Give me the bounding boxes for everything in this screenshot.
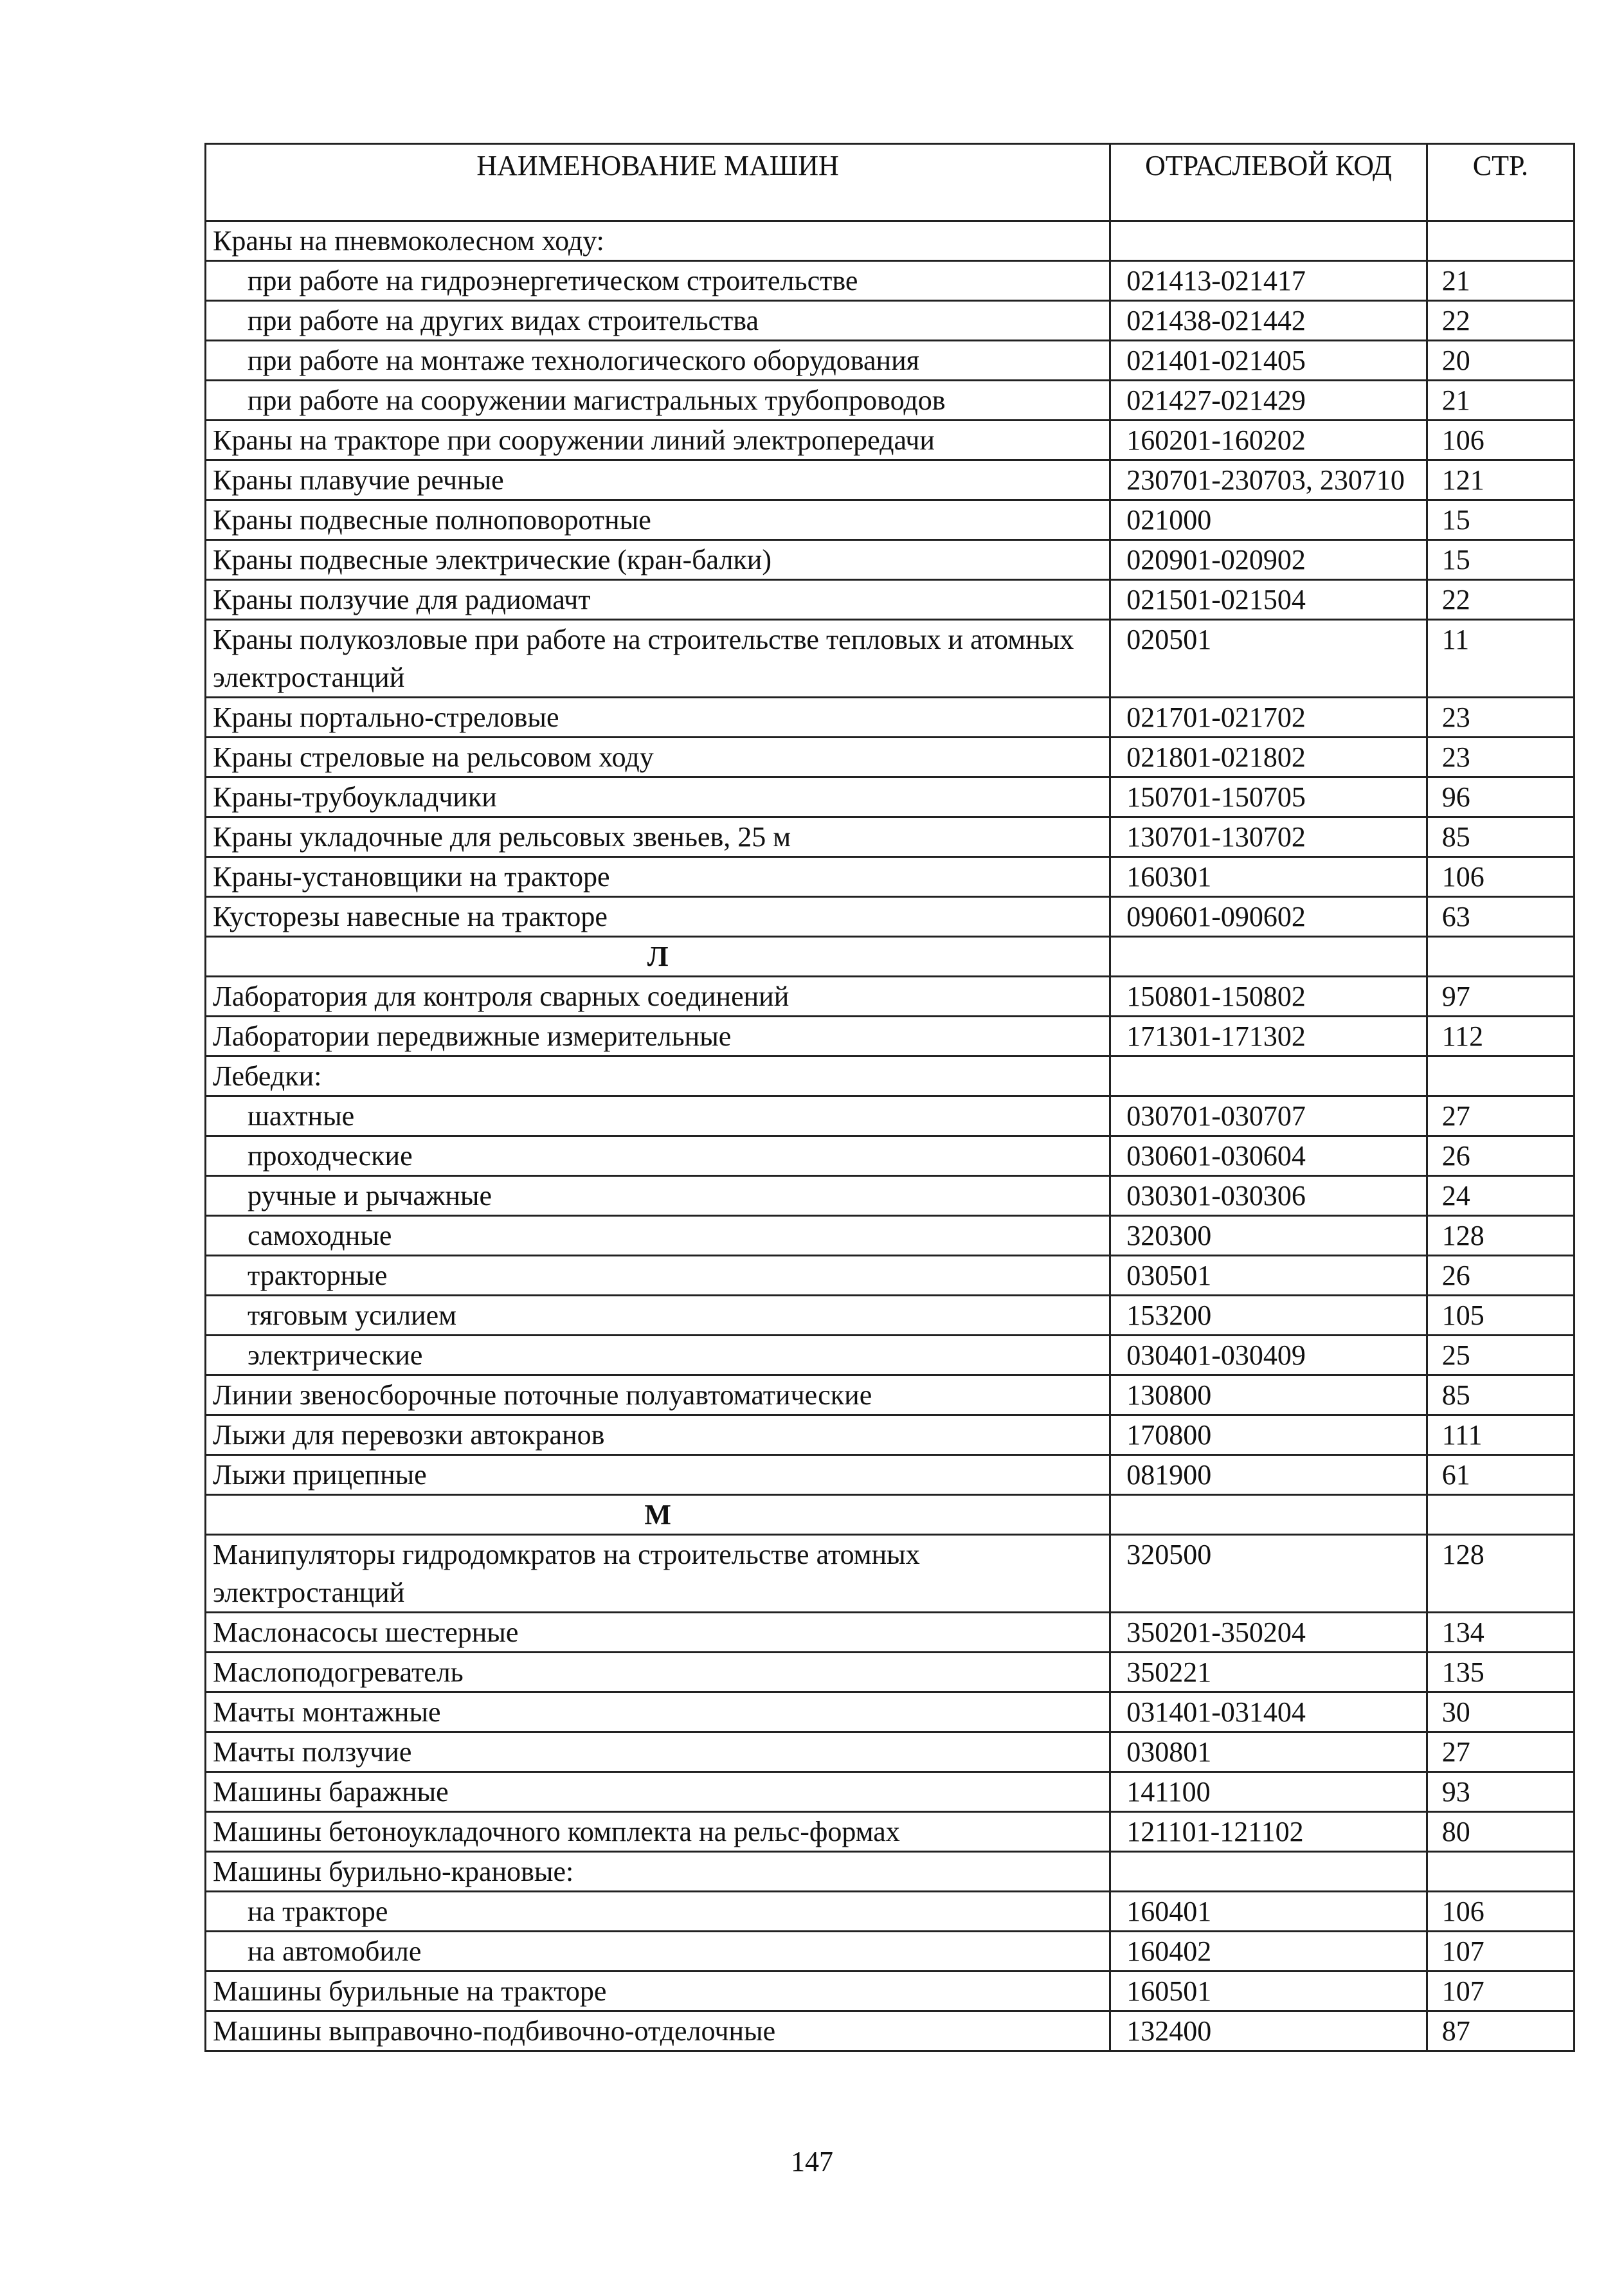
industry-code-cell [1110,1056,1427,1096]
table-row [206,1613,1574,1653]
industry-code-cell: 030801 [1110,1732,1427,1772]
machine-name-cell: при работе на монтаже технологического оборудования [206,341,1110,381]
machine-name-cell: на тракторе [206,1892,1110,1932]
table-row [206,1256,1574,1296]
page-number-cell: 30 [1427,1692,1574,1732]
industry-code-cell [1110,937,1427,977]
table-row [206,1216,1574,1256]
industry-code-cell: 160501 [1110,1971,1427,2011]
industry-code-cell: 160201-160202 [1110,421,1427,460]
machine-name-cell: Лыжи для перевозки автокранов [206,1415,1110,1455]
page-number-cell: 135 [1427,1653,1574,1692]
page-number-cell: 15 [1427,500,1574,540]
machine-name-cell: Машины бетоноукладочного комплекта на рельс-формах [206,1812,1110,1852]
page-number-cell: 63 [1427,897,1574,937]
table-row [206,1336,1574,1375]
industry-code-cell: 030601-030604 [1110,1136,1427,1176]
page-number-cell: 85 [1427,817,1574,857]
table-row [206,1136,1574,1176]
machine-name-cell: тракторные [206,1256,1110,1296]
machine-name-cell: Краны плавучие речные [206,460,1110,500]
machine-name-cell: Краны подвесные электрические (кран-балки) [206,540,1110,580]
page-number-cell: 85 [1427,1375,1574,1415]
page-number-cell: 26 [1427,1136,1574,1176]
industry-code-cell: 021427-021429 [1110,381,1427,421]
page-number-cell: 96 [1427,777,1574,817]
industry-code-cell [1110,1852,1427,1892]
table-row [206,500,1574,540]
industry-code-cell: 150701-150705 [1110,777,1427,817]
page-number-cell: 26 [1427,1256,1574,1296]
header-industry-code: ОТРАСЛЕВОЙ КОД [1110,144,1427,221]
industry-code-cell: 320300 [1110,1216,1427,1256]
table-row [206,1455,1574,1495]
industry-code-cell: 090601-090602 [1110,897,1427,937]
page-number-cell: 21 [1427,261,1574,301]
machine-name-cell: Лебедки: [206,1056,1110,1096]
machine-name-cell: Краны стреловые на рельсовом ходу [206,738,1110,777]
page-number-cell: 107 [1427,1971,1574,2011]
machine-name-cell: Краны полукозловые при работе на строительстве тепловых и атомных электростанций [206,620,1110,698]
page-number-cell: 112 [1427,1017,1574,1056]
machine-name-cell: самоходные [206,1216,1110,1256]
machine-name-cell: Краны на пневмоколесном ходу: [206,221,1110,261]
page-number-cell: 93 [1427,1772,1574,1812]
page-number-cell: 27 [1427,1096,1574,1136]
table-row [206,1852,1574,1892]
machine-name-cell: Краны укладочные для рельсовых звеньев, 25 м [206,817,1110,857]
industry-code-cell: 020901-020902 [1110,540,1427,580]
page-number-cell: 15 [1427,540,1574,580]
machine-name-cell: при работе на гидроэнергетическом строительстве [206,261,1110,301]
machine-name-cell: Краны-установщики на тракторе [206,857,1110,897]
table-row [206,817,1574,857]
page-number-cell: 111 [1427,1415,1574,1455]
machine-name-cell: при работе на других видах строительства [206,301,1110,341]
industry-code-cell: 130701-130702 [1110,817,1427,857]
page-number: 147 [791,2146,833,2177]
page-number-cell: 106 [1427,421,1574,460]
page-number-cell: 105 [1427,1296,1574,1336]
machine-name-cell: электрические [206,1336,1110,1375]
machine-name-cell: Краны портально-стреловые [206,698,1110,738]
industry-code-cell: 021801-021802 [1110,738,1427,777]
table-row [206,1375,1574,1415]
header-machine-name: НАИМЕНОВАНИЕ МАШИН [206,144,1110,221]
machine-name-cell: ручные и рычажные [206,1176,1110,1216]
table-header [206,144,1574,221]
industry-code-cell: 020501 [1110,620,1427,698]
table-row [206,1017,1574,1056]
table-row [206,1296,1574,1336]
machine-name-cell: Манипуляторы гидродомкратов на строительстве атомных электростанций [206,1535,1110,1613]
page-number-cell: 128 [1427,1216,1574,1256]
table-row [206,1892,1574,1932]
machine-name-cell: Мачты ползучие [206,1732,1110,1772]
page-number-cell: 20 [1427,341,1574,381]
machine-index-table [204,143,1575,2052]
table-row [206,2011,1574,2051]
table-row [206,301,1574,341]
industry-code-cell: 320500 [1110,1535,1427,1613]
letter-divider-row [206,937,1574,977]
industry-code-cell: 132400 [1110,2011,1427,2051]
table-row [206,777,1574,817]
table-row [206,580,1574,620]
page-number-cell: 23 [1427,738,1574,777]
page-number-cell: 25 [1427,1336,1574,1375]
industry-code-cell: 021701-021702 [1110,698,1427,738]
letter-heading: Л [206,937,1110,977]
table-row [206,1932,1574,1971]
table-row [206,1096,1574,1136]
industry-code-cell: 021438-021442 [1110,301,1427,341]
page-number-cell: 22 [1427,301,1574,341]
page-number-cell: 106 [1427,857,1574,897]
table-row [206,261,1574,301]
machine-name-cell: Лаборатории передвижные измерительные [206,1017,1110,1056]
table-row [206,1653,1574,1692]
table-row [206,421,1574,460]
industry-code-cell: 021501-021504 [1110,580,1427,620]
letter-heading: М [206,1495,1110,1535]
page-number-cell: 61 [1427,1455,1574,1495]
header-row [206,144,1574,221]
page-number-cell: 27 [1427,1732,1574,1772]
machine-name-cell: Краны на тракторе при сооружении линий электропередачи [206,421,1110,460]
machine-name-cell: Линии звеносборочные поточные полуавтоматические [206,1375,1110,1415]
table-row [206,460,1574,500]
page-number-cell: 134 [1427,1613,1574,1653]
page-number-cell [1427,1852,1574,1892]
industry-code-cell: 350221 [1110,1653,1427,1692]
industry-code-cell: 121101-121102 [1110,1812,1427,1852]
table-row [206,738,1574,777]
machine-name-cell: Машины баражные [206,1772,1110,1812]
machine-name-cell: Кусторезы навесные на тракторе [206,897,1110,937]
machine-name-cell: Краны-трубоукладчики [206,777,1110,817]
table-row [206,698,1574,738]
industry-code-cell: 030501 [1110,1256,1427,1296]
industry-code-cell: 021413-021417 [1110,261,1427,301]
industry-code-cell: 160301 [1110,857,1427,897]
industry-code-cell [1110,221,1427,261]
industry-code-cell: 350201-350204 [1110,1613,1427,1653]
industry-code-cell: 021401-021405 [1110,341,1427,381]
table-row [206,1535,1574,1613]
industry-code-cell: 081900 [1110,1455,1427,1495]
industry-code-cell: 021000 [1110,500,1427,540]
industry-code-cell: 160401 [1110,1892,1427,1932]
header-page: СТР. [1427,144,1574,221]
page-number-cell [1427,221,1574,261]
machine-name-cell: Маслоподогреватель [206,1653,1110,1692]
table-row [206,1812,1574,1852]
table-row [206,1176,1574,1216]
machine-name-cell: Маслонасосы шестерные [206,1613,1110,1653]
page-number-cell [1427,1495,1574,1535]
industry-code-cell: 170800 [1110,1415,1427,1455]
table-row [206,221,1574,261]
industry-code-cell: 171301-171302 [1110,1017,1427,1056]
page-number-cell: 128 [1427,1535,1574,1613]
page-number-cell: 106 [1427,1892,1574,1932]
page-number-cell: 107 [1427,1932,1574,1971]
machine-name-cell: Лаборатория для контроля сварных соединений [206,977,1110,1017]
table-row [206,620,1574,698]
industry-code-cell: 031401-031404 [1110,1692,1427,1732]
industry-code-cell: 030301-030306 [1110,1176,1427,1216]
machine-name-cell: Машины бурильно-крановые: [206,1852,1110,1892]
table-row [206,977,1574,1017]
letter-divider-row [206,1495,1574,1535]
table-row [206,341,1574,381]
machine-name-cell: Машины бурильные на тракторе [206,1971,1110,2011]
industry-code-cell [1110,1495,1427,1535]
page-number-cell: 23 [1427,698,1574,738]
table-row [206,1971,1574,2011]
table-row [206,1415,1574,1455]
machine-name-cell: тяговым усилием [206,1296,1110,1336]
industry-code-cell: 153200 [1110,1296,1427,1336]
table-row [206,540,1574,580]
machine-name-cell: Краны ползучие для радиомачт [206,580,1110,620]
machine-name-cell: на автомобиле [206,1932,1110,1971]
page-number-cell: 87 [1427,2011,1574,2051]
table-body [206,221,1574,2051]
table-row [206,381,1574,421]
industry-code-cell: 160402 [1110,1932,1427,1971]
page-number-cell [1427,937,1574,977]
machine-name-cell: шахтные [206,1096,1110,1136]
table-row [206,1692,1574,1732]
machine-name-cell: Машины выправочно-подбивочно-отделочные [206,2011,1110,2051]
machine-name-cell: Мачты монтажные [206,1692,1110,1732]
table-row [206,1772,1574,1812]
page-number-cell [1427,1056,1574,1096]
machine-name-cell: проходческие [206,1136,1110,1176]
machine-name-cell: при работе на сооружении магистральных трубопроводов [206,381,1110,421]
page-number-cell: 22 [1427,580,1574,620]
industry-code-cell: 230701-230703, 230710 [1110,460,1427,500]
industry-code-cell: 030701-030707 [1110,1096,1427,1136]
machine-name-cell: Краны подвесные полноповоротные [206,500,1110,540]
page-number-cell: 80 [1427,1812,1574,1852]
industry-code-cell: 141100 [1110,1772,1427,1812]
page-number-cell: 11 [1427,620,1574,698]
table-row [206,857,1574,897]
page-number-cell: 21 [1427,381,1574,421]
machine-name-cell: Лыжи прицепные [206,1455,1110,1495]
page-number-cell: 97 [1427,977,1574,1017]
table-row [206,897,1574,937]
industry-code-cell: 130800 [1110,1375,1427,1415]
table-row [206,1056,1574,1096]
page-number-cell: 121 [1427,460,1574,500]
industry-code-cell: 150801-150802 [1110,977,1427,1017]
table-row [206,1732,1574,1772]
page-number-cell: 24 [1427,1176,1574,1216]
industry-code-cell: 030401-030409 [1110,1336,1427,1375]
